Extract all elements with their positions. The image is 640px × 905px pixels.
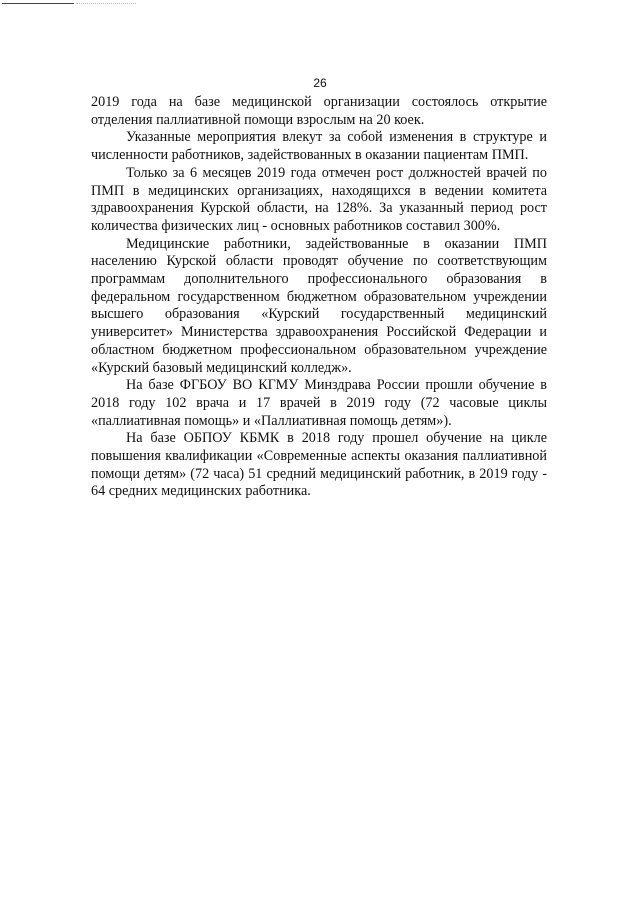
paragraph: Только за 6 месяцев 2019 года отмечен рост должностей врачей по ПМП в медицинских организациях, находящихся в ведении комитета здравоохранения Курской области, на 128%. За указанный период рост количества физических лиц - основных работников составил 300%. [91,164,547,234]
paragraph-continuation: 2019 года на базе медицинской организации состоялось открытие отделения паллиативной помощи взрослым на 20 коек. [91,94,547,128]
paragraph: На базе ОБПОУ КБМК в 2018 году прошел обучение на цикле повышения квалификации «Современные аспекты оказания паллиативной помощи детям» (72 часа) 51 средний медицинский работник, в 2019 году - 64 средних медицинских работника. [91,430,547,500]
paragraph: Медицинские работники, задействованные в оказании ПМП населению Курской области проводят обучение по соответствующим программам дополнительного профессионального образования в федеральном государственном бюджетном образовательном учреждении высшего образования «Курский государственный медицинский университет» Министерства здравоохранения Российской Федерации и областном бюджетном профессиональном образовательном учреждение «Курский базовый медицинский колледж». [91,235,547,376]
document-body [91,94,547,501]
scan-artifact-line [2,3,74,4]
scan-artifact-dots [76,3,136,4]
paragraph: Указанные мероприятия влекут за собой изменения в структуре и численности работников, задействованных в оказании пациентам ПМП. [91,129,547,164]
paragraph: На базе ФГБОУ ВО КГМУ Минздрава России прошли обучение в 2018 году 102 врача и 17 врачей в 2019 году (72 часовые циклы «паллиативная помощь» и «Паллиативная помощь детям»). [91,377,547,429]
page-number: 26 [313,76,327,90]
